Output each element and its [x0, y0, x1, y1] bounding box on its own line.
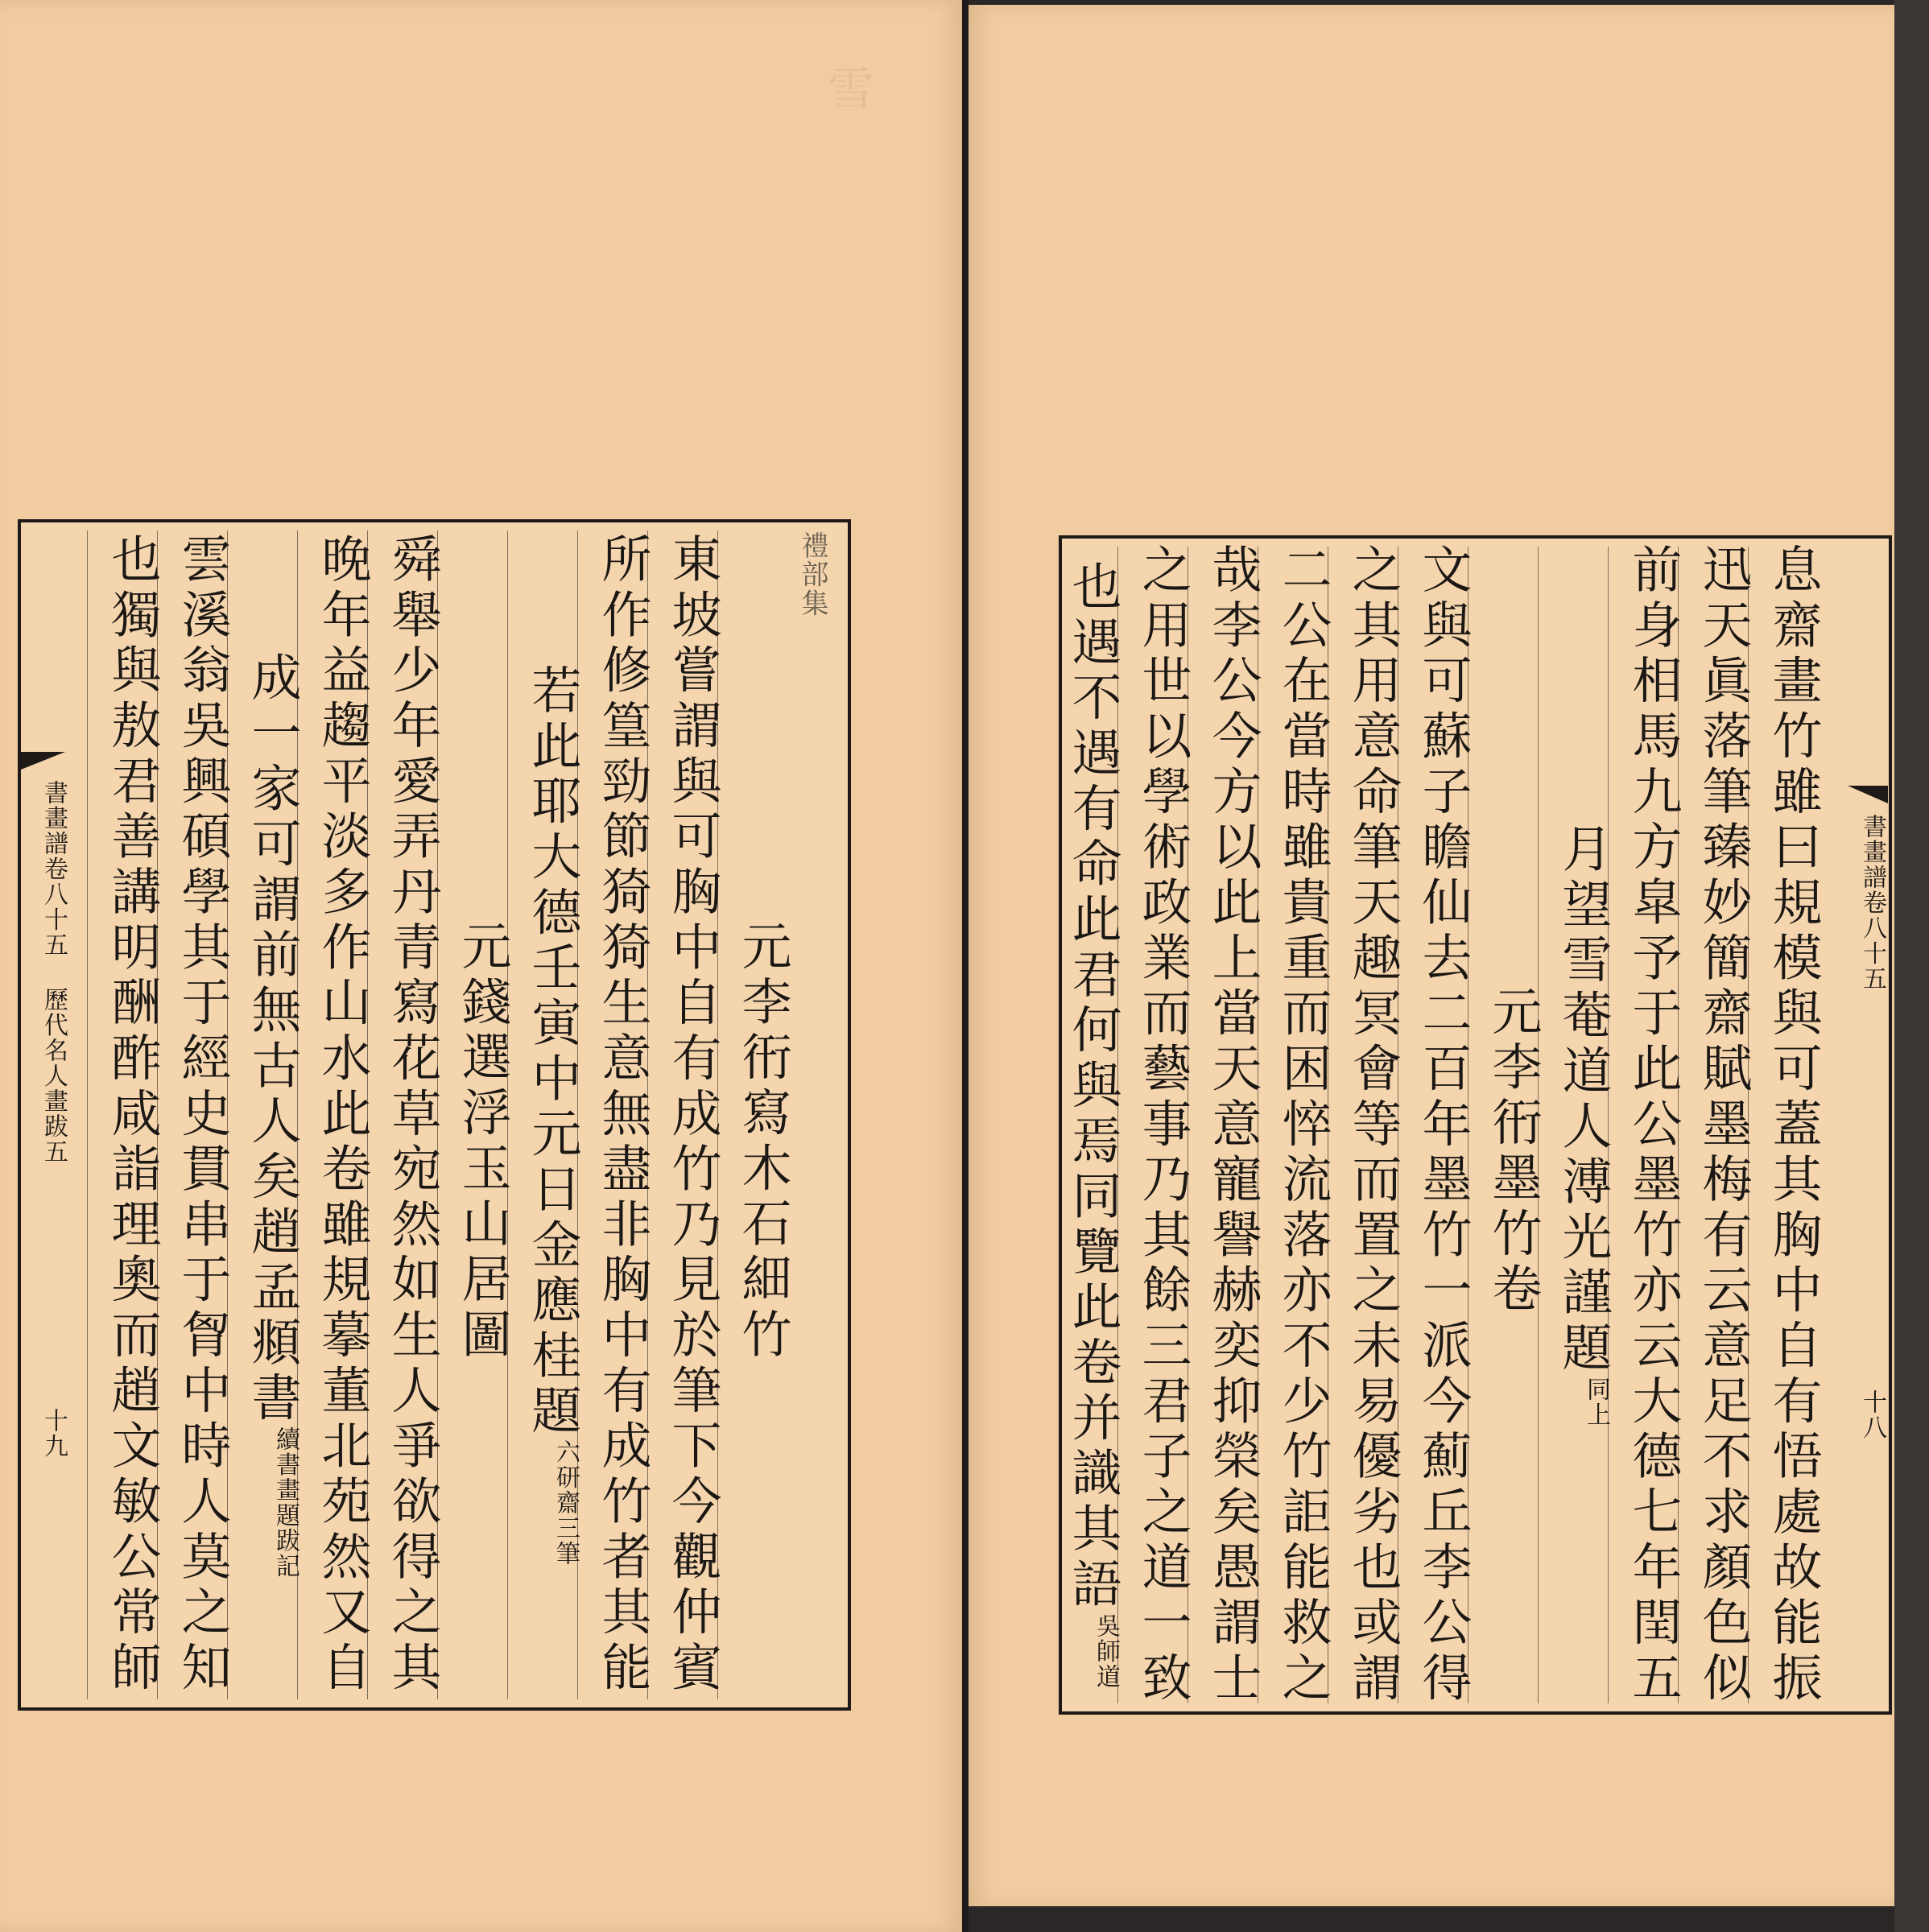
text-column	[717, 530, 792, 1699]
text-column	[647, 530, 722, 1699]
text-column	[1188, 543, 1262, 1707]
fishtail-mark	[1848, 786, 1888, 803]
column-text: 也遇不遇有命此君何與焉同覽此卷并識其語	[1064, 560, 1122, 1614]
page-number: 十八	[1858, 1389, 1886, 1440]
text-column	[297, 530, 372, 1699]
column-text: 雲溪翁吳興碩學其于經史貫串于胷中時人莫之知	[173, 533, 232, 1697]
text-column	[437, 530, 512, 1699]
column-text: 也獨與敖君善講明酬酢咸詣理奧而趙文敏公常師	[103, 533, 162, 1697]
fishtail-mark	[21, 752, 65, 770]
column-text: 哉李公今方以此上當天意寵譽赫奕抑榮矣愚謂士	[1204, 543, 1262, 1707]
column-text: 元李衎墨竹卷	[1484, 985, 1543, 1318]
gutter-label: 書畫譜卷八十五 歷代名人畫跋五	[39, 780, 68, 1165]
text-column	[1328, 543, 1402, 1707]
bleed-through-text: 雪	[820, 64, 874, 121]
column-text: 若此耶大德壬寅中元日金應桂題	[523, 663, 582, 1439]
book-gutter	[962, 0, 969, 1932]
text-column	[1117, 543, 1192, 1707]
source-note: 六研齋三筆	[551, 1439, 580, 1567]
gutter-label: 書畫譜卷八十五	[1858, 814, 1886, 992]
column-text: 息齋畫竹雖曰規模與可蓋其胸中自有悟處故能振	[1764, 543, 1823, 1707]
text-column	[507, 530, 582, 1699]
text-column	[367, 530, 442, 1699]
text-column	[227, 530, 302, 1699]
column-text: 二公在當時雖貴重而困悴流落亦不少竹詎能救之	[1274, 543, 1332, 1707]
text-column	[1468, 547, 1543, 1703]
page-number: 十九	[39, 1408, 68, 1459]
text-column	[1748, 543, 1823, 1707]
text-column	[1678, 543, 1753, 1707]
source-note: 續書畫題跋記	[271, 1426, 299, 1579]
text-frame-left	[18, 519, 851, 1711]
column-text: 所作修篁勁節猗猗生意無盡非胸中有成竹者其能	[593, 533, 652, 1697]
text-column	[1398, 543, 1473, 1707]
source-note: 同上	[1582, 1377, 1610, 1428]
text-column	[1538, 547, 1613, 1703]
text-column	[157, 530, 232, 1699]
column-text: 之其用意命筆天趣冥會等而置之未易優劣也或謂	[1344, 543, 1402, 1707]
text-column	[1258, 543, 1332, 1707]
column-text: 成一家可謂前無古人矣趙孟頫書	[243, 650, 302, 1427]
column-text: 舜舉少年愛弄丹青寫花草宛然如生人爭欲得之其	[383, 533, 442, 1697]
source-note: 吳師道	[1092, 1613, 1120, 1690]
book-edge	[1894, 0, 1929, 1932]
right-page	[969, 5, 1894, 1906]
left-page	[0, 0, 962, 1932]
text-column	[577, 530, 652, 1699]
text-column	[1047, 547, 1122, 1703]
column-text: 晚年益趨平淡多作山水此卷雖規摹董北苑然又自	[313, 533, 372, 1697]
text-frame-right	[1059, 535, 1892, 1715]
column-text: 元李衎寫木石細竹	[733, 919, 792, 1364]
margin-title: 禮部集	[796, 531, 828, 618]
text-column	[1608, 543, 1683, 1707]
column-text: 文與可蘇子瞻仙去二百年墨竹一派今薊丘李公得	[1414, 543, 1473, 1707]
column-text: 月望雪菴道人溥光謹題	[1554, 822, 1613, 1377]
text-column	[87, 530, 162, 1699]
column-text: 迅天眞落筆臻妙簡齋賦墨梅有云意足不求顏色似	[1694, 543, 1753, 1707]
column-text: 東坡嘗謂與可胸中自有成竹乃見於筆下今觀仲賓	[663, 533, 722, 1697]
column-text: 之用世以學術政業而藝事乃其餘三君子之道一致	[1134, 543, 1192, 1707]
column-text: 前身相馬九方皐予于此公墨竹亦云大德七年閏五	[1624, 543, 1683, 1707]
column-text: 元錢選浮玉山居圖	[453, 919, 512, 1364]
